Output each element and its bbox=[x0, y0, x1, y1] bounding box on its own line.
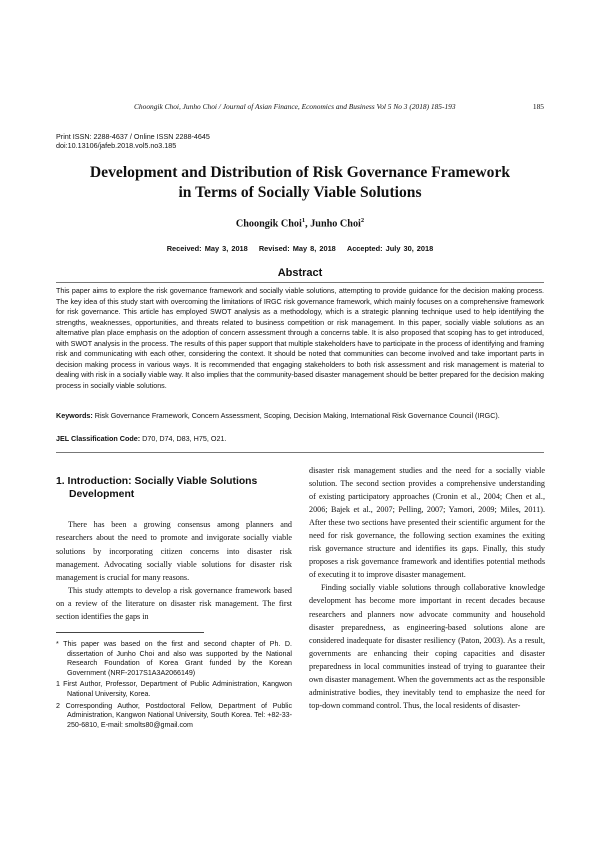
accepted-date: Accepted: July 30, 2018 bbox=[346, 244, 434, 253]
footnote-first-author: 1 First Author, Professor, Department of Public Administration, Kangwon National University, Korea. bbox=[56, 680, 292, 698]
author-2-affiliation-mark: 2 bbox=[360, 217, 365, 224]
issn-line: Print ISSN: 2288-4637 / Online ISSN 2288-4645 bbox=[56, 132, 210, 141]
abstract-body: This paper aims to explore the risk governance framework and socially viable solutions, attempting to provide guidance for the decision making process. The key idea of this study start with overcoming the limitations of IRGC risk governance framework, which mainly focuses on a comprehensive framework for risk governance. This article has employed SWOT analysis as a methodology, which is a strategic planning technique used to help identifying the strengths, weaknesses, opportunities, and threats related to business competition or risk management. In this paper, socially viable solutions as an alternative plan place emphasis on the adoption of concern assessment through a concerns table. It is also proposed that scoping has to get introduced, with SWOT analysis in the process. The results of this paper support that multiple stakeholders have to participate in the process of identifying and framing risk and communicating with each other, considering the context. It should be noted that communities can become involved and take important parts in decision making process in various ways. It is recommended that engaging stakeholders to both risk assessment and risk management is material to dealing with risk in a socially viable way. It also implies that the community-based disaster management should be better prepared for the decision making process in socially viable solutions. bbox=[56, 287, 544, 390]
running-header bbox=[56, 102, 544, 114]
footnote-divider bbox=[56, 632, 204, 633]
page-number: 185 bbox=[532, 102, 544, 111]
body-paragraph-continued: disaster risk management studies and the need for a socially viable solution. The second section provides a comprehensive understanding of existing participatory approaches (Cronin et al., 2004; Chen et al., 2006; Bajek et al., 2007; Pelling, 2007; Yamori, 2009; Miles, 2011). After these two sections have presented their scientific argument for the need for risk governance, the following section examines the exiting risk governance structure and identifies its gaps. Finally, this study proposes a risk governance framework and identifies potential methods of executing it to improve disaster management. bbox=[309, 466, 545, 580]
footnotes bbox=[56, 640, 292, 732]
jel-classification bbox=[56, 434, 544, 444]
title-line-1: Development and Distribution of Risk Governance Framework bbox=[89, 164, 511, 181]
author-2: Junho Choi bbox=[310, 218, 361, 230]
title-line-2: in Terms of Socially Viable Solutions bbox=[178, 184, 422, 201]
footnote-corresponding-author: 2 Corresponding Author, Postdoctoral Fellow, Department of Public Administration, Kangwon National University, South Korea. Tel: +82-33-250-6810, E-mail: smolts80@gmail.com bbox=[56, 701, 292, 729]
right-column bbox=[309, 464, 545, 712]
paper-title bbox=[56, 163, 544, 203]
running-header-citation: Choongik Choi, Junho Choi / Journal of Asian Finance, Economics and Business Vol 5 No 3 (2018) 185-193 bbox=[134, 102, 456, 111]
body-paragraph: Finding socially viable solutions through collaborative knowledge development has become more important in recent decades because researchers and planners now advocate community and household disaster preparedness, as engineering-based solutions alone are considered inadequate for disaster resiliency (Paton, 2003). As a result, governments are enhancing their coping capacities and disaster preparedness in local communities instead of trying to guarantee their own disaster management. When the governments act as the responsible administrative bodies, they inevitably tend to emphasize the need for top-down command control. Thus, the local residents of disaster- bbox=[309, 583, 545, 710]
keywords bbox=[56, 411, 544, 421]
abstract-divider bbox=[56, 282, 544, 283]
publication-dates bbox=[56, 244, 544, 253]
footnote-funding: * This paper was based on the first and second chapter of Ph. D. dissertation of Junho Choi and also was supported by the National Research Foundation of Korea Grant funded by the Korean Government (NRF-2017S1A3A2066149) bbox=[56, 640, 292, 677]
section-heading: 1. Introduction: Socially Viable Solutions Development bbox=[56, 476, 258, 501]
body-paragraph: This study attempts to develop a risk governance framework based on a review of the literature on disaster risk management. The first section identifies the gaps in bbox=[56, 585, 292, 621]
author-list bbox=[56, 217, 544, 229]
revised-date: Revised: May 8, 2018 bbox=[258, 244, 336, 253]
abstract-heading: Abstract bbox=[277, 267, 323, 279]
doi-line: doi:10.13106/jafeb.2018.vol5.no3.185 bbox=[56, 141, 177, 150]
left-column bbox=[56, 475, 292, 623]
author-separator: , bbox=[305, 218, 311, 230]
received-date: Received: May 3, 2018 bbox=[166, 244, 248, 253]
issn-block bbox=[56, 132, 210, 150]
keywords-label: Keywords: bbox=[56, 411, 93, 420]
jel-label: JEL Classification Code: bbox=[56, 434, 141, 443]
author-1-affiliation-mark: 1 bbox=[301, 217, 306, 224]
header-divider bbox=[56, 452, 544, 453]
keywords-text: Risk Governance Framework, Concern Assessment, Scoping, Decision Making, International Risk Governance Council (IRGC). bbox=[92, 411, 500, 420]
author-1: Choongik Choi bbox=[235, 218, 302, 230]
jel-codes: D70, D74, D83, H75, O21. bbox=[140, 434, 227, 443]
body-paragraph: There has been a growing consensus among planners and researchers about the need to promote and invigorate socially viable solutions by incorporating citizen concerns into disaster risk management. Advocating socially viable solutions for disaster risk management is crucial for many reasons. bbox=[56, 520, 292, 582]
